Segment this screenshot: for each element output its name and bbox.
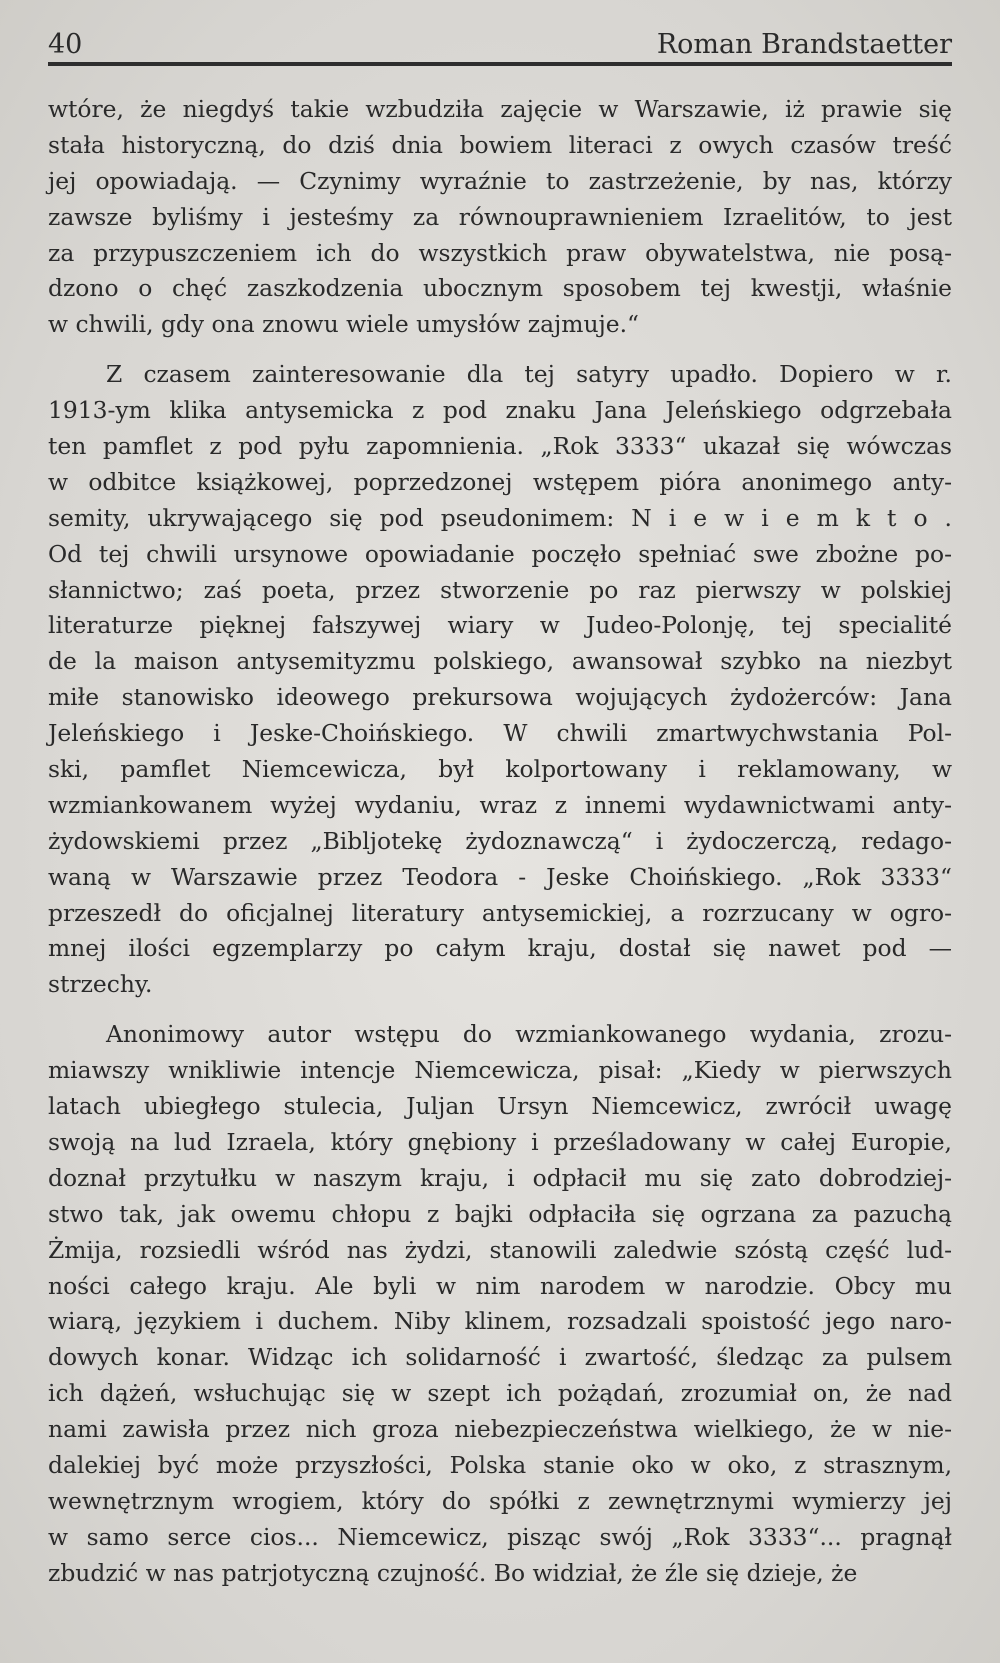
paragraph-1 — [48, 92, 952, 343]
text-line: zawsze byliśmy i jesteśmy za równouprawnieniem Izraelitów, to jest — [48, 202, 952, 231]
text-line: przeszedł do oficjalnej literatury antysemickiej, a rozrzucany w ogro- — [48, 898, 952, 927]
text-line: dzono o chęć zaszkodzenia ubocznym sposobem tej kwestji, właśnie — [48, 274, 952, 303]
text-line: miłe stanowisko ideowego prekursowa wojujących żydożerców: Jana — [48, 683, 952, 712]
text-line: strzechy. — [48, 970, 153, 999]
text-line: Jeleńskiego i Jeske-Choińskiego. W chwili zmartwychwstania Pol- — [48, 719, 952, 748]
text-line: ności całego kraju. Ale byli w nim narodem w narodzie. Obcy mu — [48, 1271, 952, 1300]
text-line: mnej ilości egzemplarzy po całym kraju, dostał się nawet pod — — [48, 934, 952, 963]
page-number: 40 — [48, 29, 83, 60]
text-line: miawszy wnikliwie intencje Niemcewicza, pisał: „Kiedy w pierwszych — [48, 1056, 952, 1085]
text-line: w odbitce książkowej, poprzedzonej wstępem pióra anonimego anty- — [48, 467, 952, 496]
text-line: dowych konar. Widząc ich solidarność i zwartość, śledząc za pulsem — [48, 1343, 952, 1372]
text-line: ten pamflet z pod pyłu zapomnienia. „Rok 3333“ ukazał się wówczas — [48, 432, 952, 461]
paragraph-gap — [48, 343, 952, 357]
text-line: za przypuszczeniem ich do wszystkich praw obywatelstwa, nie posą- — [48, 238, 952, 267]
text-line: swoją na lud Izraela, który gnębiony i prześladowany w całej Europie, — [48, 1127, 952, 1156]
paragraph-2 — [48, 357, 952, 1003]
header-rule — [48, 62, 952, 66]
text-line: w chwili, gdy ona znowu wiele umysłów zajmuje.“ — [48, 310, 640, 339]
text-line: nami zawisła przez nich groza niebezpieczeństwa wielkiego, że w nie- — [48, 1415, 952, 1444]
text-line: stwo tak, jak owemu chłopu z bajki odpłaciła się ogrzana za pazuchą — [48, 1199, 952, 1228]
text-line: stała historyczną, do dziś dnia bowiem literaci z owych czasów treść — [48, 130, 952, 159]
text-line: wtóre, że niegdyś takie wzbudziła zajęcie w Warszawie, iż prawie się — [48, 95, 952, 123]
page-header — [48, 26, 952, 66]
text-line: 1913-ym klika antysemicka z pod znaku Jana Jeleńskiego odgrzebała — [48, 396, 952, 425]
text-line: latach ubiegłego stulecia, Juljan Ursyn Niemcewicz, zwrócił uwagę — [48, 1092, 952, 1121]
text-line: Z czasem zainteresowanie dla tej satyry upadło. Dopiero w r. — [106, 360, 952, 389]
text-line: słannictwo; zaś poeta, przez stworzenie po raz pierwszy w polskiej — [48, 575, 952, 604]
text-line: zbudzić w nas patrjotyczną czujność. Bo widział, że źle się dzieje, że — [48, 1558, 858, 1587]
text-line: Anonimowy autor wstępu do wzmiankowanego wydania, zrozu- — [106, 1020, 952, 1049]
text-line: literaturze pięknej fałszywej wiary w Judeo-Polonję, tej specialité — [48, 611, 952, 640]
text-line: w samo serce cios... Niemcewicz, pisząc swój „Rok 3333“... pragnął — [48, 1522, 952, 1551]
paragraph-gap — [48, 1003, 952, 1017]
text-line: jej opowiadają. — Czynimy wyraźnie to zastrzeżenie, by nas, którzy — [48, 166, 952, 195]
text-line: ich dążeń, wsłuchując się w szept ich pożądań, zrozumiał on, że nad — [48, 1379, 952, 1408]
text-line: Od tej chwili ursynowe opowiadanie poczęło spełniać swe zbożne po- — [48, 539, 952, 568]
text-line: de la maison antysemityzmu polskiego, awansował szybko na niezbyt — [48, 647, 952, 676]
text-line: dalekiej być może przyszłości, Polska stanie oko w oko, z strasznym, — [48, 1450, 952, 1479]
text-line: doznał przytułku w naszym kraju, i odpłacił mu się zato dobrodziej- — [48, 1163, 952, 1192]
paragraph-3 — [48, 1017, 952, 1591]
text-line: ski, pamflet Niemcewicza, był kolportowany i reklamowany, w — [48, 755, 952, 784]
body-text — [48, 92, 952, 1592]
text-line: wzmiankowanem wyżej wydaniu, wraz z innemi wydawnictwami anty- — [48, 790, 952, 819]
text-line: wiarą, językiem i duchem. Niby klinem, rozsadzali spoistość jego naro- — [48, 1307, 952, 1336]
running-head: Roman Brandstaetter — [656, 29, 952, 60]
text-line: wewnętrznym wrogiem, który do spółki z zewnętrznymi wymierzy jej — [48, 1486, 952, 1515]
text-line: waną w Warszawie przez Teodora - Jeske Choińskiego. „Rok 3333“ — [48, 862, 952, 891]
text-line: Żmija, rozsiedli wśród nas żydzi, stanowili zaledwie szóstą część lud- — [48, 1235, 952, 1264]
text-line: żydowskiemi przez „Bibljotekę żydoznawczą“ i żydoczerczą, redago- — [48, 826, 952, 855]
text-line: semity, ukrywającego się pod pseudonimem: N i e w i e m k t o . — [48, 503, 952, 532]
